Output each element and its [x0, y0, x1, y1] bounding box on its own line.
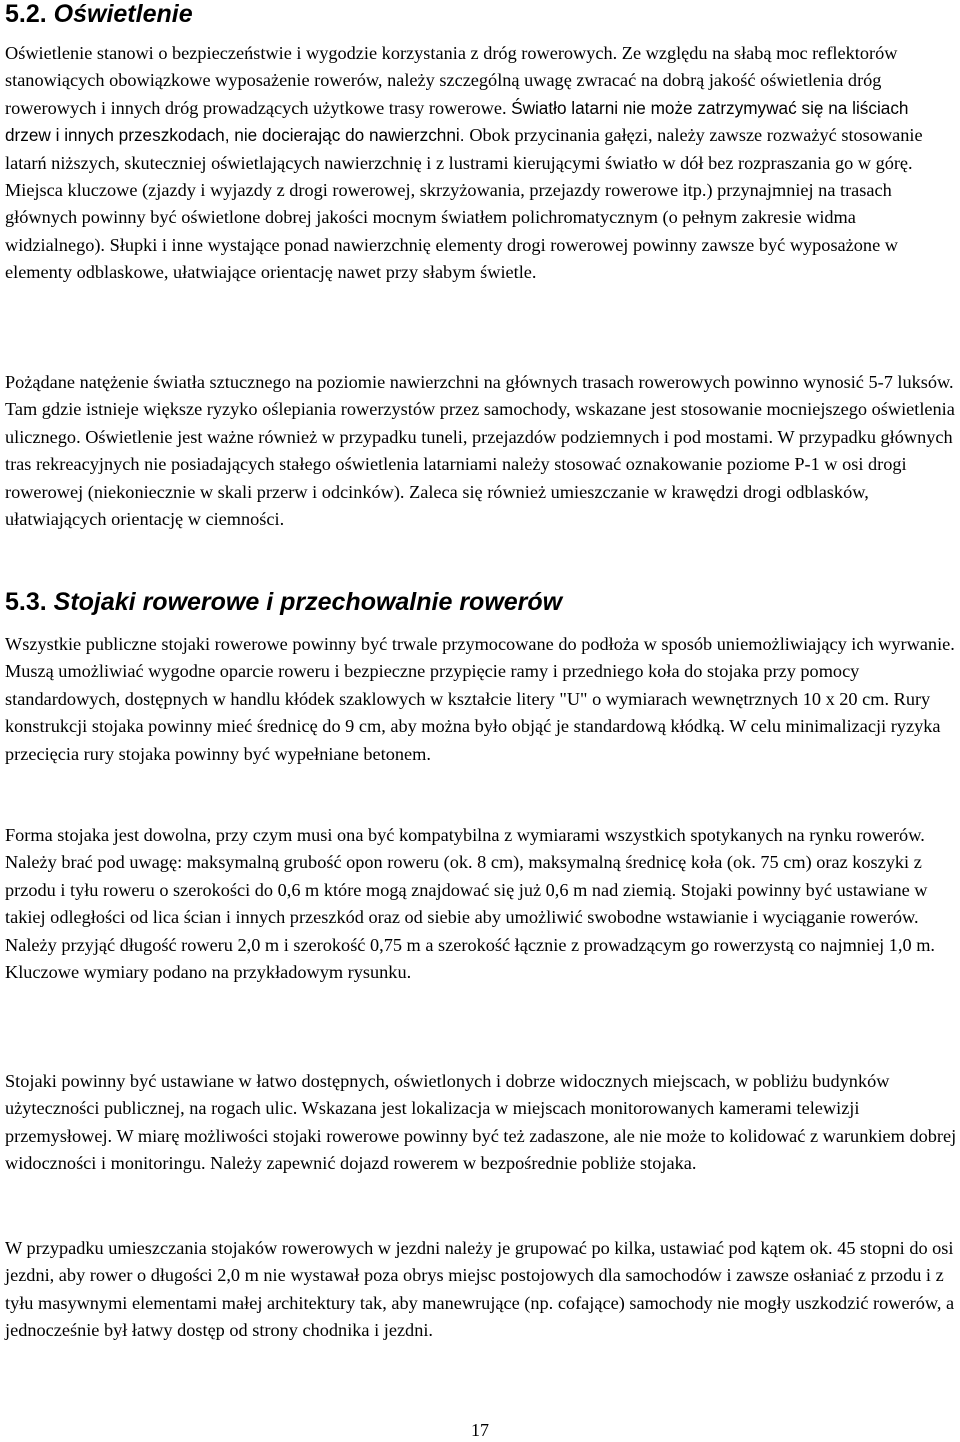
paragraph — [5, 822, 957, 986]
text-run: Forma stojaka jest dowolna, przy czym musi ona być kompatybilna z wymiarami wszystkich spotykanych na rynku rowerów. Należy brać pod uwagę: maksymalną grubość opon roweru (ok. 8 cm), maksymalną średnicę koła (ok. 75 cm) oraz koszyki z przodu i tyłu roweru o szerokości do 0,6 m które mogą znajdować się już 0,6 m nad ziemią. Stojaki powinny być ustawiane w takiej odległości od lica ścian i innych przeszkód oraz od siebie aby umożliwić swobodne wstawianie i wyciąganie rowerów. Należy przyjąć długość roweru 2,0 m i szerokość 0,75 m a szerokość łącznie z prowadzącym go rowerzystą co najmniej 1,0 m. Kluczowe wymiary podano na przykładowym rysunku. — [5, 825, 935, 983]
text-run: Wszystkie publiczne stojaki rowerowe powinny być trwale przymocowane do podłoża w sposób uniemożliwiający ich wyrwanie. Muszą umożliwiać wygodne oparcie roweru i bezpieczne przypięcie ramy i przedniego koła do stojaka przy pomocy standardowych, dostępnych w handlu kłódek szaklowych w kształcie litery "U" o wymiarach wewnętrznych 10 x 20 cm. Rury konstrukcji stojaka powinny mieć średnicę do 9 cm, aby można było objąć je standardową kłódką. W celu minimalizacji ryzyka przecięcia rury stojaka powinny być wypełniane betonem. — [5, 634, 955, 764]
paragraph — [5, 369, 957, 533]
section-title: Oświetlenie — [53, 0, 193, 28]
text-run: Pożądane natężenie światła sztucznego na poziomie nawierzchni na głównych trasach rowerowych powinno wynosić 5-7 luksów. Tam gdzie istnieje większe ryzyko oślepiania rowerzystów przez samochody, wskazane jest stosowanie mocniejszego oświetlenia ulicznego. Oświetlenie jest ważne również w przypadku tuneli, przejazdów podziemnych i pod mostami. W przypadku głównych tras rekreacyjnych nie posiadających stałego oświetlenia latarniami należy stosować oznakowanie poziome P-1 w osi drogi rowerowej (niekoniecznie w skali przerw i odcinków). Zaleca się również umieszczanie w krawędzi drogi odblasków, ułatwiających orientację w ciemności. — [5, 372, 955, 530]
paragraph — [5, 1068, 957, 1178]
text-run: Stojaki powinny być ustawiane w łatwo dostępnych, oświetlonych i dobrze widocznych miejscach, w pobliżu budynków użyteczności publicznej, na rogach ulic. Wskazana jest lokalizacja w miejscach monitorowanych kamerami telewizji przemysłowej. W miarę możliwości stojaki rowerowe powinny być też zadaszone, ale nie może to kolidować z warunkiem dobrej widoczności i monitoringu. Należy zapewnić dojazd rowerem w bezpośrednie pobliże stojaka. — [5, 1071, 957, 1174]
text-run: W przypadku umieszczania stojaków rowerowych w jezdni należy je grupować po kilka, ustawiać pod kątem ok. 45 stopni do osi jezdni, aby rower o długości 2,0 m nie wystawał poza obrys miejsc postojowych dla samochodów i zawsze osłaniać z przodu i z tyłu masywnymi elementami małej architektury tak, aby manewrujące (np. cofające) samochody nie mogły uszkodzić rowerów, a jednocześnie był łatwy dostęp od strony chodnika i jezdni. — [5, 1238, 955, 1341]
page-number: 17 — [471, 1420, 489, 1440]
section-title: Stojaki rowerowe i przechowalnie rowerów — [53, 588, 563, 616]
text-run: Obok przycinania gałęzi, należy zawsze rozważyć stosowanie latarń niższych, skuteczniej oświetlających nawierzchnię i z lustrami kierującymi światło w dół bez rozpraszania go w górę. Miejsca kluczowe (zjazdy i wyjazdy z drogi rowerowej, skrzyżowania, przejazdy rowerowe itp.) przynajmniej na trasach głównych powinny być oświetlone dobrej jakości mocnym światłem polichromatycznym (o pełnym zakresie widma widzialnego). Słupki i inne wystające ponad nawierzchnię elementy drogi rowerowej powinny zawsze być wyposażone w elementy odblaskowe, ułatwiające orientację nawet przy słabym świetle. — [5, 125, 923, 283]
paragraph — [5, 40, 957, 287]
section-heading-bike-racks — [5, 588, 562, 616]
section-heading-lighting — [5, 0, 193, 28]
paragraph — [5, 1235, 957, 1345]
text-run-sans: Światło latarni nie może zatrzymywać się na liściach drzew i innych przeszkodach, nie docierając do nawierzchni. — [5, 97, 909, 146]
text-run: Oświetlenie stanowi o bezpieczeństwie i wygodzie korzystania z dróg rowerowych. Ze względu na słabą moc reflektorów stanowiących obowiązkowe wyposażenie rowerów, należy szczególną uwagę zwracać na dobrą jakość oświetlenia dróg rowerowych i innych dróg prowadzących użytkowe trasy rowerowe. — [5, 43, 898, 118]
section-number: 5.3. — [5, 588, 47, 616]
section-number: 5.2. — [5, 0, 47, 28]
paragraph — [5, 631, 957, 768]
